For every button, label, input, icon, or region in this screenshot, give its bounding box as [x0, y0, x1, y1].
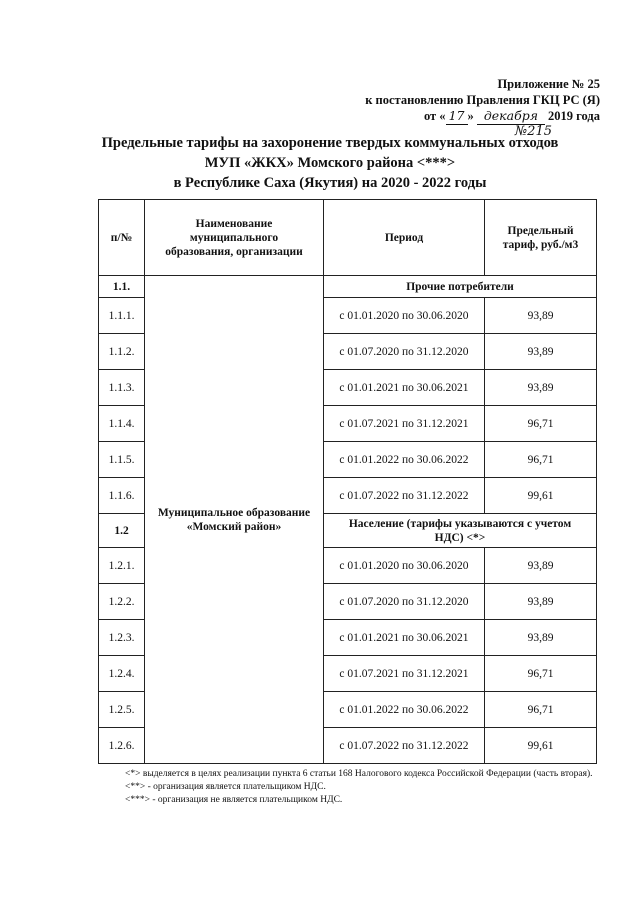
title-line-3: в Республике Саха (Якутия) на 2020 - 2022 годы [173, 175, 487, 191]
table-row: 1.2.1. с 01.01.2020 по 30.06.2020 93,89 [99, 548, 597, 584]
table-row: 1.2.2. с 01.07.2020 по 31.12.2020 93,89 [99, 584, 597, 620]
table-row: 1.1.2. с 01.07.2020 по 31.12.2020 93,89 [99, 334, 597, 370]
section-label: Прочие потребители [324, 276, 597, 298]
table-header-row [99, 200, 597, 276]
table-row: 1.1.3. с 01.01.2021 по 30.06.2021 93,89 [99, 370, 597, 406]
decree-number: №215 [514, 124, 552, 139]
section-row [99, 276, 597, 298]
date-year: 2019 года [548, 109, 600, 123]
appendix-header [300, 76, 600, 139]
document-title [60, 133, 600, 193]
section-num: 1.1. [99, 276, 145, 298]
date-day: 17 [446, 108, 468, 125]
table-row: 1.1.5. с 01.01.2022 по 30.06.2022 96,71 [99, 442, 597, 478]
appendix-date: от « 17 » декабря 2019 года [423, 108, 600, 123]
table-row: 1.1.6. с 01.07.2022 по 31.12.2022 99,61 [99, 478, 597, 514]
footnote-2: <**> - организация является плательщиком НДС. [125, 782, 326, 792]
appendix-title: Приложение № 25 [497, 77, 600, 91]
date-month: декабря [477, 108, 545, 125]
table-row: 1.2.6. с 01.07.2022 по 31.12.2022 99,61 [99, 728, 597, 764]
header-tariff: Предельный тариф, руб./м3 [485, 200, 597, 276]
title-line-1: Предельные тарифы на захоронение твердых коммунальных отходов [101, 135, 559, 151]
organization-cell: Муниципальное образование «Момский район» [145, 276, 324, 764]
appendix-decree: к постановлению Правления ГКЦ РС (Я) [365, 93, 600, 107]
table-row: 1.2.3. с 01.01.2021 по 30.06.2021 93,89 [99, 620, 597, 656]
footnotes [80, 768, 600, 807]
header-period: Период [324, 200, 485, 276]
tariff-table [98, 199, 597, 764]
header-num: п/№ [99, 200, 145, 276]
footnote-1: <*> выделяется в целях реализации пункта 6 статьи 168 Налогового кодекса Российской Федерации (часть вторая). [125, 769, 593, 779]
footnote-3: <***> - организация не является плательщиком НДС. [125, 795, 343, 805]
title-line-2: МУП «ЖКХ» Момского района <***> [204, 155, 456, 171]
table-row: 1.2.4. с 01.07.2021 по 31.12.2021 96,71 [99, 656, 597, 692]
section-num: 1.2 [99, 514, 145, 548]
table-row: 1.2.5. с 01.01.2022 по 30.06.2022 96,71 [99, 692, 597, 728]
table-row: 1.1.4. с 01.07.2021 по 31.12.2021 96,71 [99, 406, 597, 442]
table-row: 1.1.1. с 01.01.2020 по 30.06.2020 93,89 [99, 298, 597, 334]
section-label: Население (тарифы указываются с учетом НДС) <*> [324, 514, 597, 548]
header-org: Наименование муниципального образования, организации [145, 200, 324, 276]
